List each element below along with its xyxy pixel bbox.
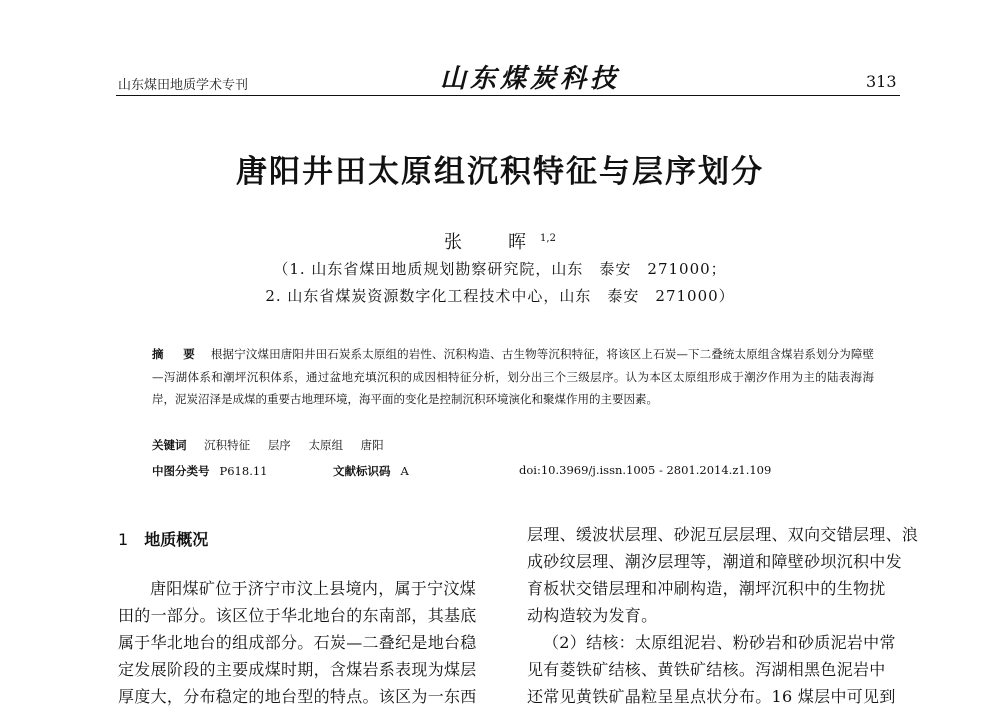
body-line-left: 田的一部分。该区位于华北地台的东南部，其基底 bbox=[118, 606, 477, 625]
affiliation-2: 2. 山东省煤炭资源数字化工程技术中心，山东 泰安 271000） bbox=[265, 287, 735, 305]
header-rule bbox=[116, 95, 900, 96]
body-line-left: 唐阳煤矿位于济宁市汶上县境内，属于宁汶煤 bbox=[150, 579, 477, 598]
abstract-label: 摘 要 bbox=[152, 347, 199, 361]
page-number: 313 bbox=[866, 72, 897, 91]
clc-line bbox=[152, 463, 267, 479]
section-title: 地质概况 bbox=[144, 530, 209, 549]
clc-value: P618.11 bbox=[219, 464, 268, 478]
keyword: 唐阳 bbox=[360, 438, 384, 452]
doc-code-line bbox=[333, 463, 409, 479]
journal-header-title: 山东煤田地质学术专刊 bbox=[118, 78, 249, 93]
keywords-label: 关键词 bbox=[152, 438, 187, 452]
body-line-left: 定发展阶段的主要成煤时期，含煤岩系表现为煤层 bbox=[118, 660, 477, 679]
author-name: 张 晖 bbox=[444, 232, 541, 253]
body-line-right: （2）结核：太原组泥岩、粉砂岩和砂质泥岩中常 bbox=[543, 633, 896, 652]
affiliation-1: （1. 山东省煤田地质规划勘察研究院，山东 泰安 271000； bbox=[273, 260, 727, 278]
keywords-line bbox=[152, 437, 398, 453]
article-title: 唐阳井田太原组沉积特征与层序划分 bbox=[236, 154, 764, 190]
keyword: 沉积特征 bbox=[204, 438, 251, 452]
section-heading bbox=[118, 527, 208, 550]
body-line-right: 层理、缓波状层理、砂泥互层层理、双向交错层理、浪 bbox=[527, 525, 919, 544]
body-line-left: 属于华北地台的组成部分。石炭—二叠纪是地台稳 bbox=[118, 633, 477, 652]
section-number: 1 bbox=[118, 530, 129, 549]
body-line-left: 厚度大，分布稳定的地台型的特点。该区为一东西 bbox=[118, 687, 477, 706]
doi: doi:10.3969/j.issn.1005 - 2801.2014.z1.109 bbox=[519, 463, 772, 477]
clc-label: 中图分类号 bbox=[152, 464, 210, 478]
body-line-right: 成砂纹层理、潮汐层理等，潮道和障壁砂坝沉积中发 bbox=[527, 552, 902, 571]
body-line-right: 还常见黄铁矿晶粒呈星点状分布。16 煤层中可见到 bbox=[527, 687, 896, 706]
journal-logo: 山东煤炭科技 bbox=[440, 64, 621, 94]
body-line-right: 育板状交错层理和冲刷构造，潮坪沉积中的生物扰 bbox=[527, 579, 886, 598]
doc-code-label: 文献标识码 bbox=[333, 464, 391, 478]
keyword: 太原组 bbox=[308, 438, 343, 452]
author-affiliation-marks: 1,2 bbox=[540, 233, 556, 244]
author-line bbox=[0, 228, 1000, 254]
abstract bbox=[152, 343, 874, 411]
body-line-right: 动构造较为发育。 bbox=[527, 606, 658, 625]
keyword: 层序 bbox=[267, 438, 291, 452]
abstract-text: 根据宁汶煤田唐阳井田石炭系太原组的岩性、沉积构造、古生物等沉积特征，将该区上石炭—下二叠统太原组含煤岩系划分为障壁—泻湖体系和潮坪沉积体系，通过盆地充填沉积的成因相特征分析，划分出三个三级层序。认为本区太原组形成于潮汐作用为主的陆表海海岸，泥炭沼泽是成煤的重要古地理环境，海平面的变化是控制沉积环境演化和聚煤作用的主要因素。 bbox=[152, 347, 875, 406]
body-line-right: 见有菱铁矿结核、黄铁矿结核。泻湖相黑色泥岩中 bbox=[527, 660, 886, 679]
doc-code-value: A bbox=[400, 464, 409, 478]
